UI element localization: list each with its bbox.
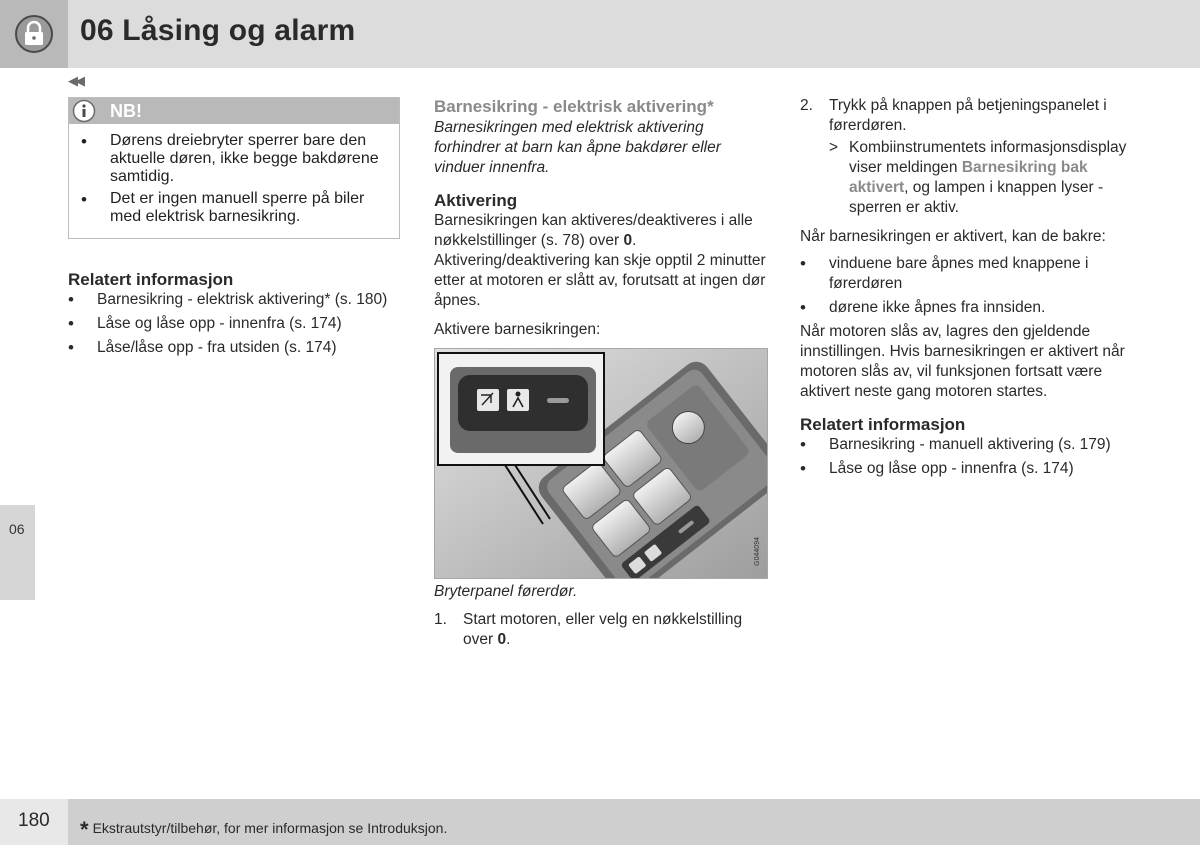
header-icon-box <box>0 0 68 68</box>
back-nav-icon[interactable]: ◀◀ <box>68 73 82 88</box>
steps-column <box>800 96 1130 483</box>
figure-caption: Bryterpanel førerdør. <box>434 583 578 600</box>
related-link[interactable]: • Barnesikring - elektrisk aktivering* (s. 180) <box>68 290 400 310</box>
related-heading: Relatert informasjon <box>800 415 966 434</box>
active-effects-list <box>800 254 1130 318</box>
door-panel-illustration <box>435 349 768 579</box>
door-switch-panel-image <box>434 348 768 579</box>
page-header <box>0 0 1200 68</box>
footnote <box>80 813 448 842</box>
steps-list-2 <box>800 96 1130 218</box>
when-active-text: Når barnesikringen er aktivert, kan de bakre: <box>800 228 1106 245</box>
activate-label: Aktivere barnesikringen: <box>434 321 601 338</box>
figure-code: G044094 <box>754 537 761 566</box>
related-list <box>68 290 400 358</box>
list-item: • vinduene bare åpnes med knappene i førerdøren <box>800 254 1130 294</box>
list-item: • dørene ikke åpnes fra innsiden. <box>800 298 1130 318</box>
padlock-icon <box>14 14 54 54</box>
related-link[interactable]: • Låse og låse opp - innenfra (s. 174) <box>68 314 400 334</box>
related-link[interactable]: • Barnesikring - manuell aktivering (s. 179) <box>800 435 1130 455</box>
step-number: 2. <box>800 97 813 114</box>
note-title: NB! <box>110 101 142 121</box>
chapter-side-tab[interactable] <box>0 505 35 600</box>
intro-text: Barnesikringen med elektrisk aktivering forhindrer at barn kan åpne bakdører eller vinduer innenfra. <box>434 119 721 176</box>
footnote-star: * <box>80 817 89 842</box>
page-footer <box>0 799 1200 845</box>
step-item: 2. Trykk på knappen på betjeningspanelet i førerdøren. > Kombiinstrumentets informasjonsdisplay viser meldingen Barnesikring bak aktivert, og lampen i knappen lyser - sperren er aktiv. <box>800 96 1130 218</box>
step-item: 1. Start motoren, eller velg en nøkkelstilling over 0. <box>434 611 743 648</box>
chapter-title: 06 Låsing og alarm <box>80 14 356 47</box>
step-result: > Kombiinstrumentets informasjonsdisplay viser meldingen Barnesikring bak aktivert, og lampen i knappen lyser - sperren er aktiv. <box>829 139 1127 216</box>
related-link[interactable]: • Låse og låse opp - innenfra (s. 174) <box>800 459 1130 479</box>
section-title: Barnesikring - elektrisk aktivering* <box>434 97 714 116</box>
related-heading: Relatert informasjon <box>68 270 234 289</box>
note-list <box>81 132 391 230</box>
page-number: 180 <box>18 810 50 831</box>
activation-heading: Aktivering <box>434 191 518 210</box>
related-list <box>800 435 1130 479</box>
display-message: Barnesikring bak aktivert <box>849 159 1088 196</box>
step-number: 1. <box>434 611 447 628</box>
related-info-col1 <box>68 270 400 362</box>
page-number-box <box>0 799 68 845</box>
engine-off-text: Når motoren slås av, lagres den gjeldende innstillingen. Hvis barnesikringen er aktivert når motoren slås av, vil funksjonen fortsatt være aktivert neste gang motoren startes. <box>800 323 1125 400</box>
list-item: • Det er ingen manuell sperre på biler med elektrisk barnesikring. <box>81 190 391 226</box>
list-item: • Dørens dreiebryter sperrer bare den aktuelle døren, ikke begge bakdørene samtidig. <box>81 132 391 186</box>
side-tab-label: 06 <box>9 521 25 537</box>
steps-list-1 <box>434 610 769 650</box>
result-marker: > <box>829 139 839 156</box>
note-header <box>69 98 399 124</box>
info-icon <box>72 99 96 123</box>
figure-caption-block <box>434 582 769 650</box>
related-link[interactable]: • Låse/låse opp - fra utsiden (s. 174) <box>68 338 400 358</box>
activation-text: Barnesikringen kan aktiveres/deaktiveres i alle nøkkelstillinger (s. 78) over 0. Aktivering/deaktivering kan skje opptil 2 minutter etter at motoren er slått av, forutsatt at ingen dør åpnes. <box>434 212 766 309</box>
footnote-text: Ekstrautstyr/tilbehør, for mer informasjon se Introduksjon. <box>92 820 448 836</box>
article-column <box>434 97 769 340</box>
note-box <box>68 97 400 239</box>
